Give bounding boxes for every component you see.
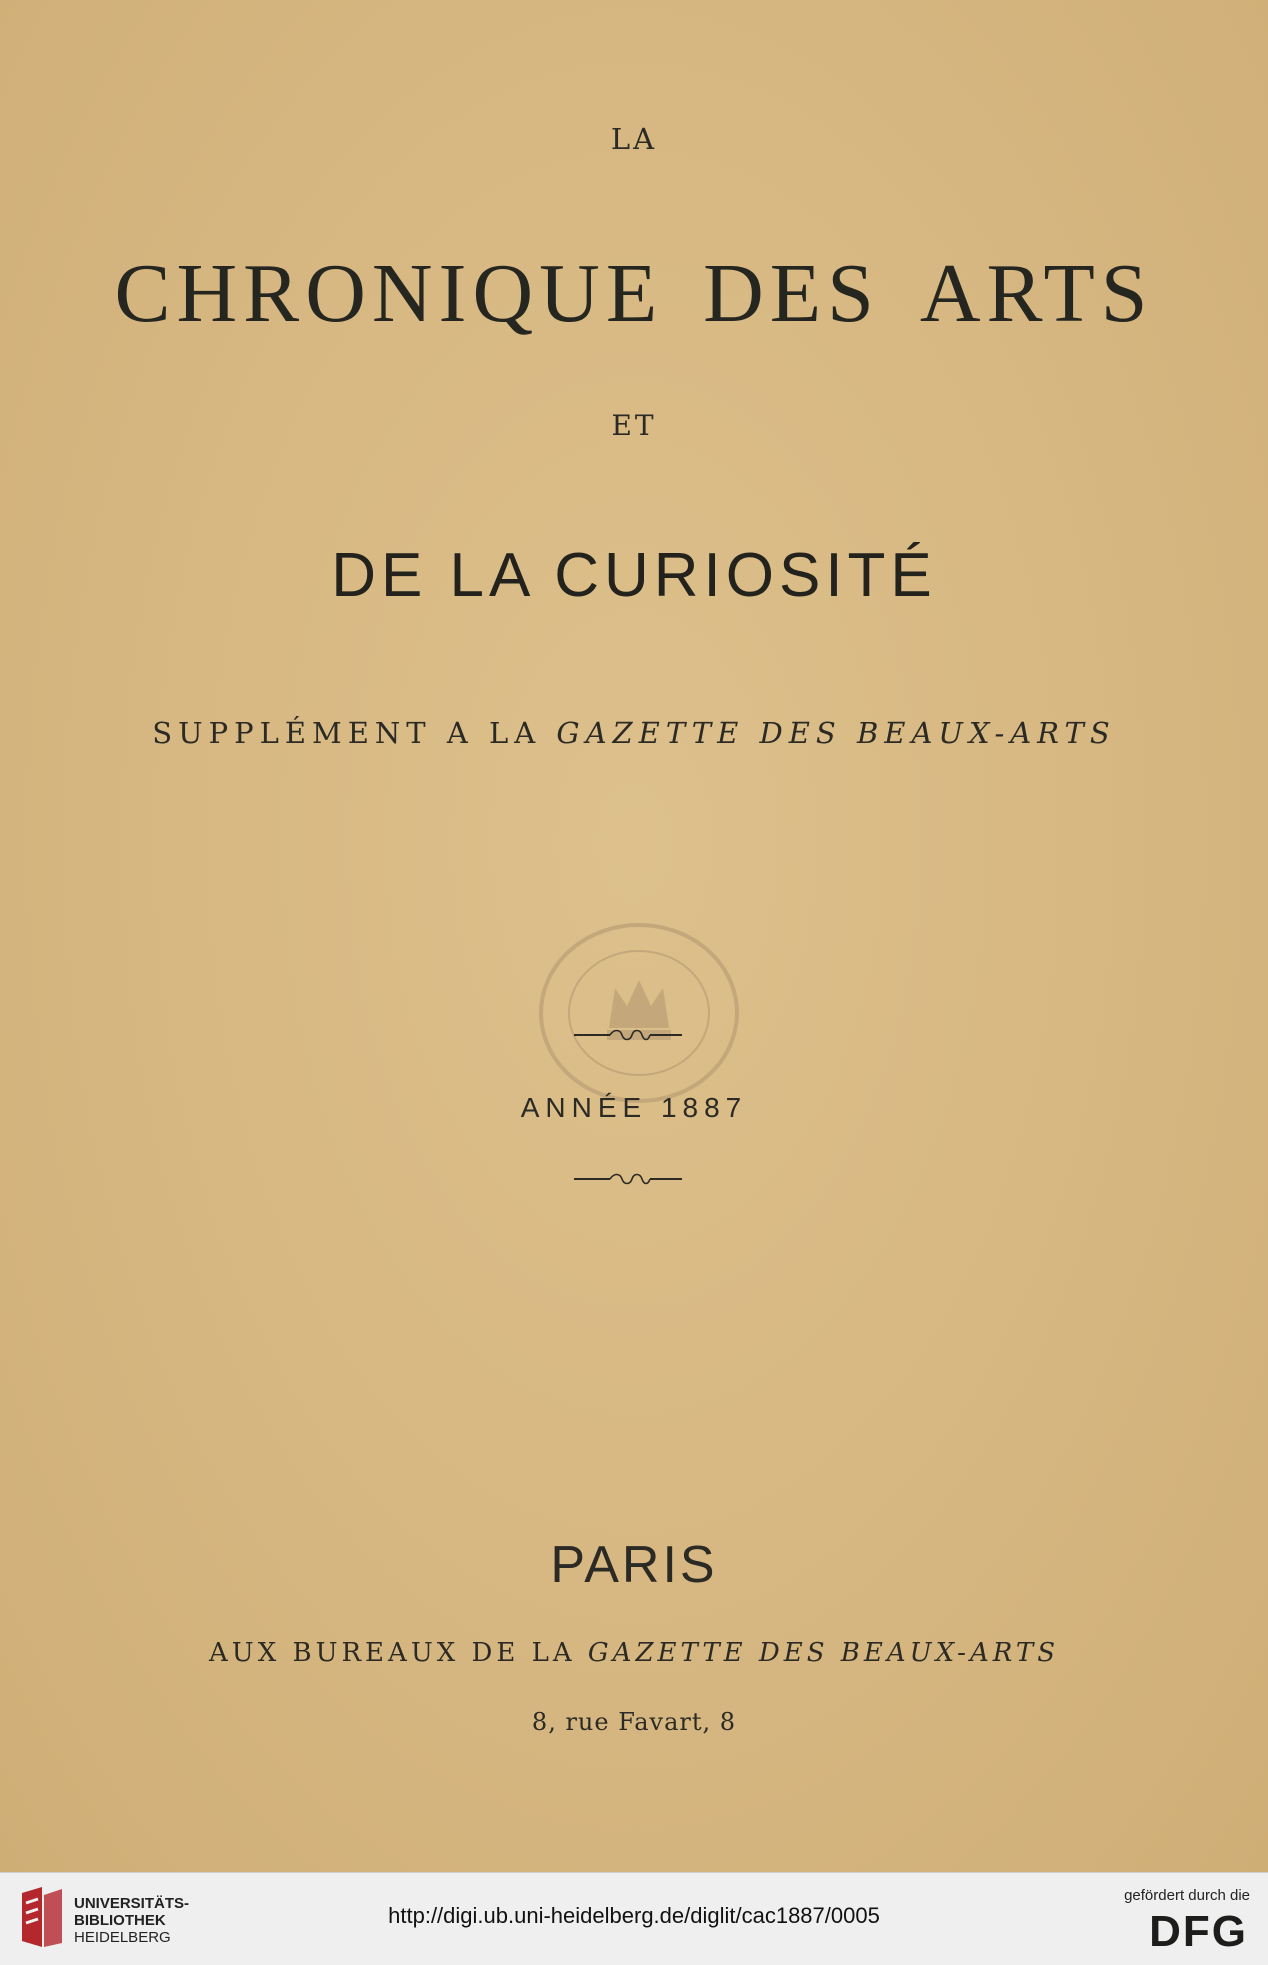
subtitle: DE LA CURIOSITÉ xyxy=(331,541,937,610)
conjunction-et: ET xyxy=(611,409,657,442)
dfg-logo: DFG xyxy=(1149,1907,1248,1956)
ornament-rule-icon xyxy=(574,1028,682,1042)
library-stamp-icon xyxy=(535,918,743,1108)
year-line: ANNÉE 1887 xyxy=(520,1092,748,1123)
main-title xyxy=(0,245,1268,342)
library-line-3: HEIDELBERG xyxy=(74,1929,171,1946)
supplement-prefix: SUPPLÉMENT A LA xyxy=(152,716,557,750)
ornament-rule-icon xyxy=(574,1172,682,1186)
publisher-prefix: AUX BUREAUX DE LA xyxy=(209,1638,588,1668)
library-line-2: BIBLIOTHEK xyxy=(74,1912,166,1929)
permalink-url[interactable]: http://digi.ub.uni-heidelberg.de/diglit/cac1887/0005 xyxy=(388,1903,880,1928)
library-line-1: UNIVERSITÄTS- xyxy=(74,1895,190,1912)
article-la: LA xyxy=(610,122,658,156)
supplement-line xyxy=(0,716,1268,750)
publisher-gazette: GAZETTE DES BEAUX-ARTS xyxy=(587,1638,1059,1668)
title-part-des: DES xyxy=(703,247,880,340)
city: PARIS xyxy=(550,1536,718,1594)
address: 8, rue Favart, 8 xyxy=(531,1708,737,1736)
title-part-chronique: CHRONIQUE xyxy=(114,247,664,340)
title-part-arts: ARTS xyxy=(919,247,1154,340)
digitization-footer xyxy=(0,1872,1268,1965)
funding-label: gefördert durch die xyxy=(1124,1887,1250,1904)
supplement-gazette: GAZETTE DES BEAUX-ARTS xyxy=(556,716,1116,750)
publisher-line xyxy=(0,1638,1268,1668)
